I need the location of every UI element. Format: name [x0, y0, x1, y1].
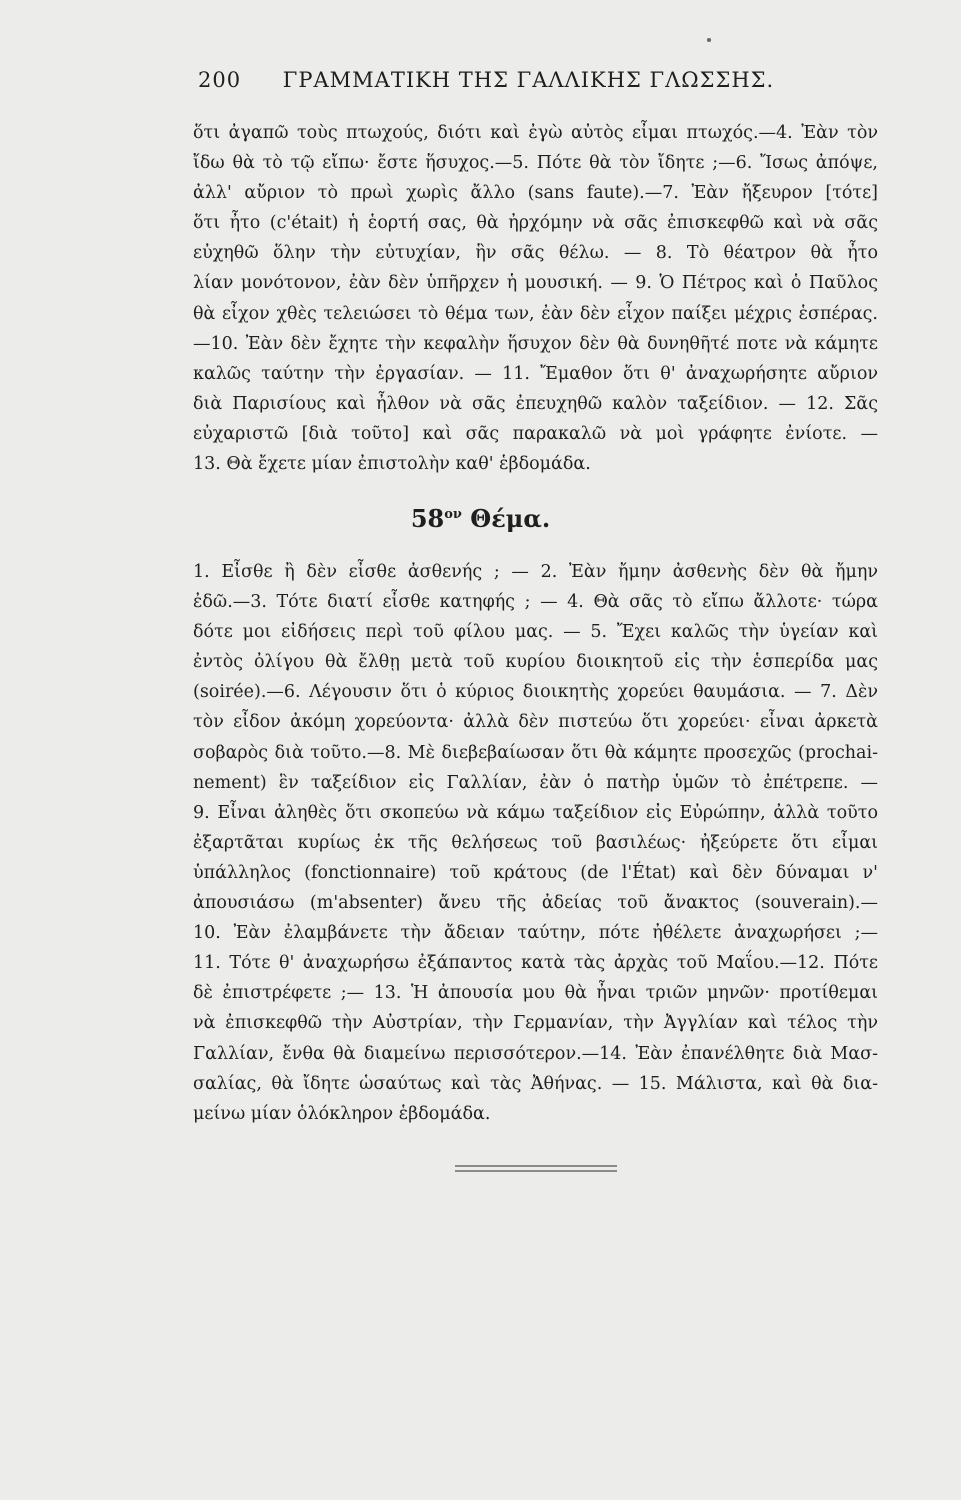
- text-line: ἀλλ' αὔριον τὸ πρωὶ χωρὶς ἄλλο (sans faute).—7. Ἐὰν ἤξευρον [τότε]: [193, 183, 878, 204]
- page-number: 200: [198, 68, 242, 92]
- text-line: —10. Ἐὰν δὲν ἔχητε τὴν κεφαλὴν ἥσυχον δὲν θὰ δυνηθῆτέ ποτε νὰ κάμητε: [193, 333, 878, 354]
- text-line: ἐντὸς ὀλίγου θὰ ἔλθῃ μετὰ τοῦ κυρίου διοικητοῦ εἰς τὴν ἑσπερίδα μας: [193, 652, 878, 673]
- text-line: ἐδῶ.—3. Τότε διατί εἶσθε κατηφής ; — 4. Θὰ σᾶς τὸ εἴπω ἄλλοτε· τώρα: [193, 592, 878, 613]
- ink-speck: [707, 38, 711, 42]
- text-line: ὑπάλληλος (fonctionnaire) τοῦ κράτους (de l'État) καὶ δὲν δύναμαι ν': [193, 862, 878, 883]
- text-line: 11. Τότε θ' ἀναχωρήσω ἐξάπαντος κατὰ τὰς ἀρχὰς τοῦ Μαΐου.—12. Πότε: [193, 953, 878, 974]
- text-line: εὐχηθῶ ὅλην τὴν εὐτυχίαν, ἣν σᾶς θέλω. — 8. Τὸ θέατρον θὰ ἦτο: [193, 243, 878, 264]
- text-line: δότε μοι εἰδήσεις περὶ τοῦ φίλου μας. — 5. Ἔχει καλῶς τὴν ὑγείαν καὶ: [193, 622, 878, 643]
- text-line: τὸν εἶδον ἀκόμη χορεύοντα· ἀλλὰ δὲν πιστεύω ὅτι χορεύει· εἶναι ἀρκετὰ: [193, 712, 878, 733]
- text-line: 9. Εἶναι ἀληθὲς ὅτι σκοπεύω νὰ κάμω ταξείδιον εἰς Εὐρώπην, ἀλλὰ τοῦτο: [193, 802, 878, 823]
- text-line: ὅτι ἀγαπῶ τοὺς πτωχούς, διότι καὶ ἐγὼ αὐτὸς εἶμαι πτωχός.—4. Ἐὰν τὸν: [193, 123, 878, 143]
- running-title: ΓΡΑΜΜΑΤΙΚΗ ΤΗΣ ΓΑΛΛΙΚΗΣ ΓΛΩΣΣΗΣ.: [282, 68, 775, 92]
- section-heading: [0, 504, 961, 533]
- text-line: 10. Ἐὰν ἐλαμβάνετε τὴν ἄδειαν ταύτην, πότε ἠθέλετε ἀναχωρήσει ;—: [193, 923, 878, 944]
- text-line: σαλίας, θὰ ἴδητε ὡσαύτως καὶ τὰς Ἀθήνας. — 15. Μάλιστα, καὶ θὰ δια-: [193, 1073, 878, 1094]
- text-line: καλῶς ταύτην τὴν ἐργασίαν. — 11. Ἔμαθον ὅτι θ' ἀναχωρήσητε αὔριον: [193, 363, 878, 384]
- page-header: [198, 68, 798, 92]
- closing-rule: [455, 1170, 617, 1172]
- exercise-text-bottom: [193, 557, 878, 1129]
- text-line: σοβαρὸς διὰ τοῦτο.—8. Μὲ διεβεβαίωσαν ὅτι θὰ κάμητε προσεχῶς (prochai-: [193, 742, 878, 763]
- text-line: ἀπουσιάσω (m'absenter) ἄνευ τῆς ἀδείας τοῦ ἄνακτος (souverain).—: [193, 893, 878, 914]
- section-number: 58: [410, 504, 445, 533]
- closing-rule: [455, 1165, 617, 1167]
- text-line: θὰ εἶχον χθὲς τελειώσει τὸ θέμα των, ἐὰν δὲν εἶχον παίξει μέχρις ἑσπέρας.: [193, 303, 878, 324]
- section-word: Θέμα.: [470, 504, 551, 533]
- text-line: Γαλλίαν, ἔνθα θὰ διαμείνω περισσότερον.—14. Ἐὰν ἐπανέλθητε διὰ Μασ-: [193, 1043, 878, 1064]
- text-line: 13. Θὰ ἔχετε μίαν ἐπιστολὴν καθ' ἑβδομάδα.: [193, 454, 591, 475]
- text-line: ἴδω θὰ τὸ τῷ εἴπω· ἔστε ἥσυχος.—5. Πότε θὰ τὸν ἴδητε ;—6. Ἴσως ἀπόψε,: [193, 153, 878, 174]
- text-line: μείνω μίαν ὁλόκληρον ἑβδομάδα.: [193, 1103, 491, 1124]
- text-line: νὰ ἐπισκεφθῶ τὴν Αὐστρίαν, τὴν Γερμανίαν, τὴν Ἀγγλίαν καὶ τέλος τὴν: [193, 1013, 878, 1034]
- text-line: δὲ ἐπιστρέφετε ;— 13. Ἡ ἀπουσία μου θὰ ἦναι τριῶν μηνῶν· προτίθεμαι: [193, 983, 878, 1004]
- text-line: ἐξαρτᾶται κυρίως ἐκ τῆς θελήσεως τοῦ βασιλέως· ἠξεύρετε ὅτι εἶμαι: [193, 832, 878, 853]
- exercise-text-top: [193, 118, 878, 479]
- text-line: λίαν μονότονον, ἐὰν δὲν ὑπῆρχεν ἡ μουσική. — 9. Ὁ Πέτρος καὶ ὁ Παῦλος: [193, 273, 878, 294]
- section-ordinal-suffix: ον: [444, 507, 462, 522]
- text-line: ὅτι ἦτο (c'était) ἡ ἑορτή σας, θὰ ἠρχόμην νὰ σᾶς ἐπισκεφθῶ καὶ νὰ σᾶς: [193, 213, 878, 234]
- text-line: (soirée).—6. Λέγουσιν ὅτι ὁ κύριος διοικητὴς χορεύει θαυμάσια. — 7. Δὲν: [193, 682, 878, 703]
- text-line: εὐχαριστῶ [διὰ τοῦτο] καὶ σᾶς παρακαλῶ νὰ μοὶ γράφητε ἐνίοτε. —: [193, 423, 878, 444]
- text-line: διὰ Παρισίους καὶ ἦλθον νὰ σᾶς ἐπευχηθῶ καλὸν ταξείδιον. — 12. Σᾶς: [193, 393, 878, 414]
- text-line: 1. Εἶσθε ἢ δὲν εἶσθε ἀσθενής ; — 2. Ἐὰν ἤμην ἀσθενὴς δὲν θὰ ἤμην: [193, 562, 878, 582]
- text-line: nement) ἓν ταξείδιον εἰς Γαλλίαν, ἐὰν ὁ πατὴρ ὑμῶν τὸ ἐπέτρεπε. —: [193, 772, 878, 793]
